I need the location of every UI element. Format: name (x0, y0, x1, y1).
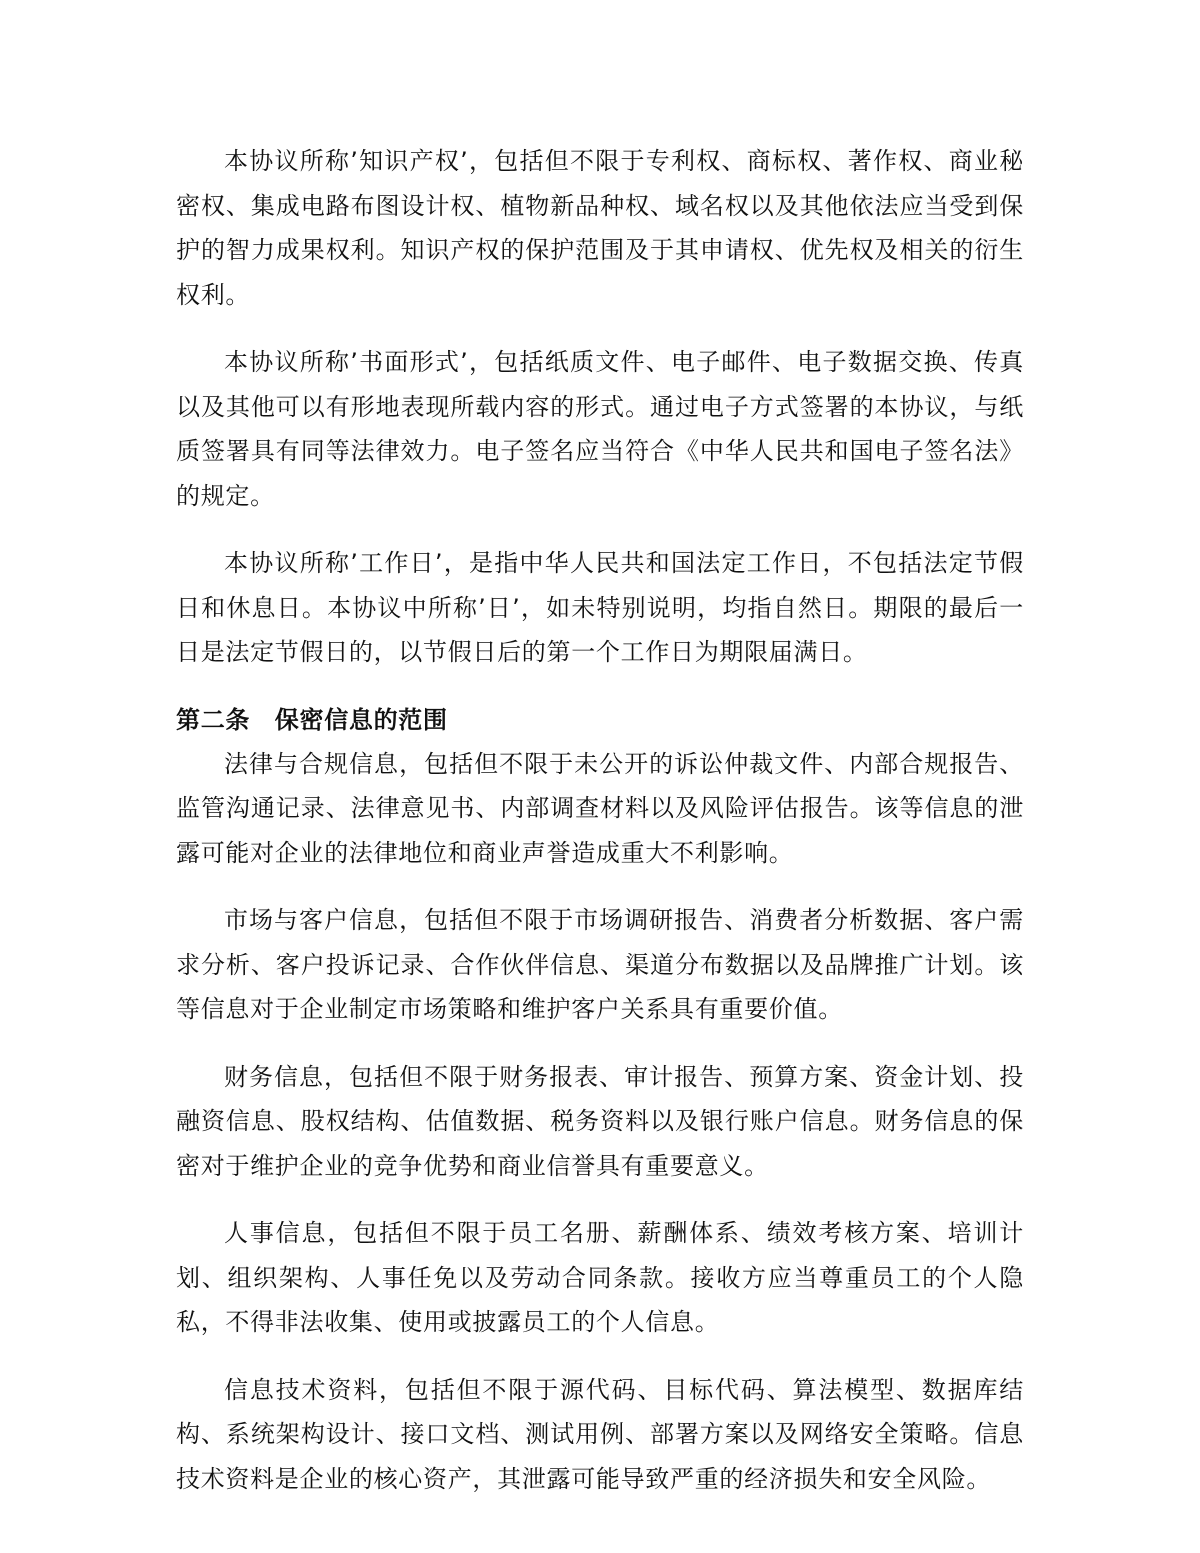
personnel-info-paragraph: 人事信息，包括但不限于员工名册、薪酬体系、绩效考核方案、培训计划、组织架构、人事任免以及劳动合同条款。接收方应当尊重员工的个人隐私，不得非法收集、使用或披露员工的个人信息。 (176, 1219, 1024, 1336)
definition-working-day-paragraph: 本协议所称’工作日’，是指中华人民共和国法定工作日，不包括法定节假日和休息日。本协议中所称’日’，如未特别说明，均指自然日。期限的最后一日是法定节假日的，以节假日后的第一个工作日为期限届满日。 (176, 549, 1024, 666)
financial-info-paragraph: 财务信息，包括但不限于财务报表、审计报告、预算方案、资金计划、投融资信息、股权结构、估值数据、税务资料以及银行账户信息。财务信息的保密对于维护企业的竞争优势和商业信誉具有重要意义。 (176, 1062, 1024, 1180)
definition-written-form-paragraph: 本协议所称’书面形式’，包括纸质文件、电子邮件、电子数据交换、传真以及其他可以有形地表现所载内容的形式。通过电子方式签署的本协议，与纸质签署具有同等法律效力。电子签名应当符合《中华人民共和国电子签名法》的规定。 (176, 348, 1024, 510)
section-heading: 第二条 保密信息的范围 (176, 705, 448, 734)
market-customer-info-paragraph: 市场与客户信息，包括但不限于市场调研报告、消费者分析数据、客户需求分析、客户投诉记录、合作伙伴信息、渠道分布数据以及品牌推广计划。该等信息对于企业制定市场策略和维护客户关系具有重要价值。 (176, 906, 1024, 1023)
legal-compliance-info-paragraph: 法律与合规信息，包括但不限于未公开的诉讼仲裁文件、内部合规报告、监管沟通记录、法律意见书、内部调查材料以及风险评估报告。该等信息的泄露可能对企业的法律地位和商业声誉造成重大不利影响。 (176, 749, 1024, 867)
definition-intellectual-property-paragraph: 本协议所称’知识产权’，包括但不限于专利权、商标权、著作权、商业秘密权、集成电路布图设计权、植物新品种权、域名权以及其他依法应当受到保护的智力成果权利。知识产权的保护范围及于其申请权、优先权及相关的衍生权利。 (176, 147, 1024, 309)
document-body (176, 139, 1024, 1524)
it-materials-paragraph: 信息技术资料，包括但不限于源代码、目标代码、算法模型、数据库结构、系统架构设计、接口文档、测试用例、部署方案以及网络安全策略。信息技术资料是企业的核心资产，其泄露可能导致严重的经济损失和安全风险。 (176, 1375, 1024, 1493)
